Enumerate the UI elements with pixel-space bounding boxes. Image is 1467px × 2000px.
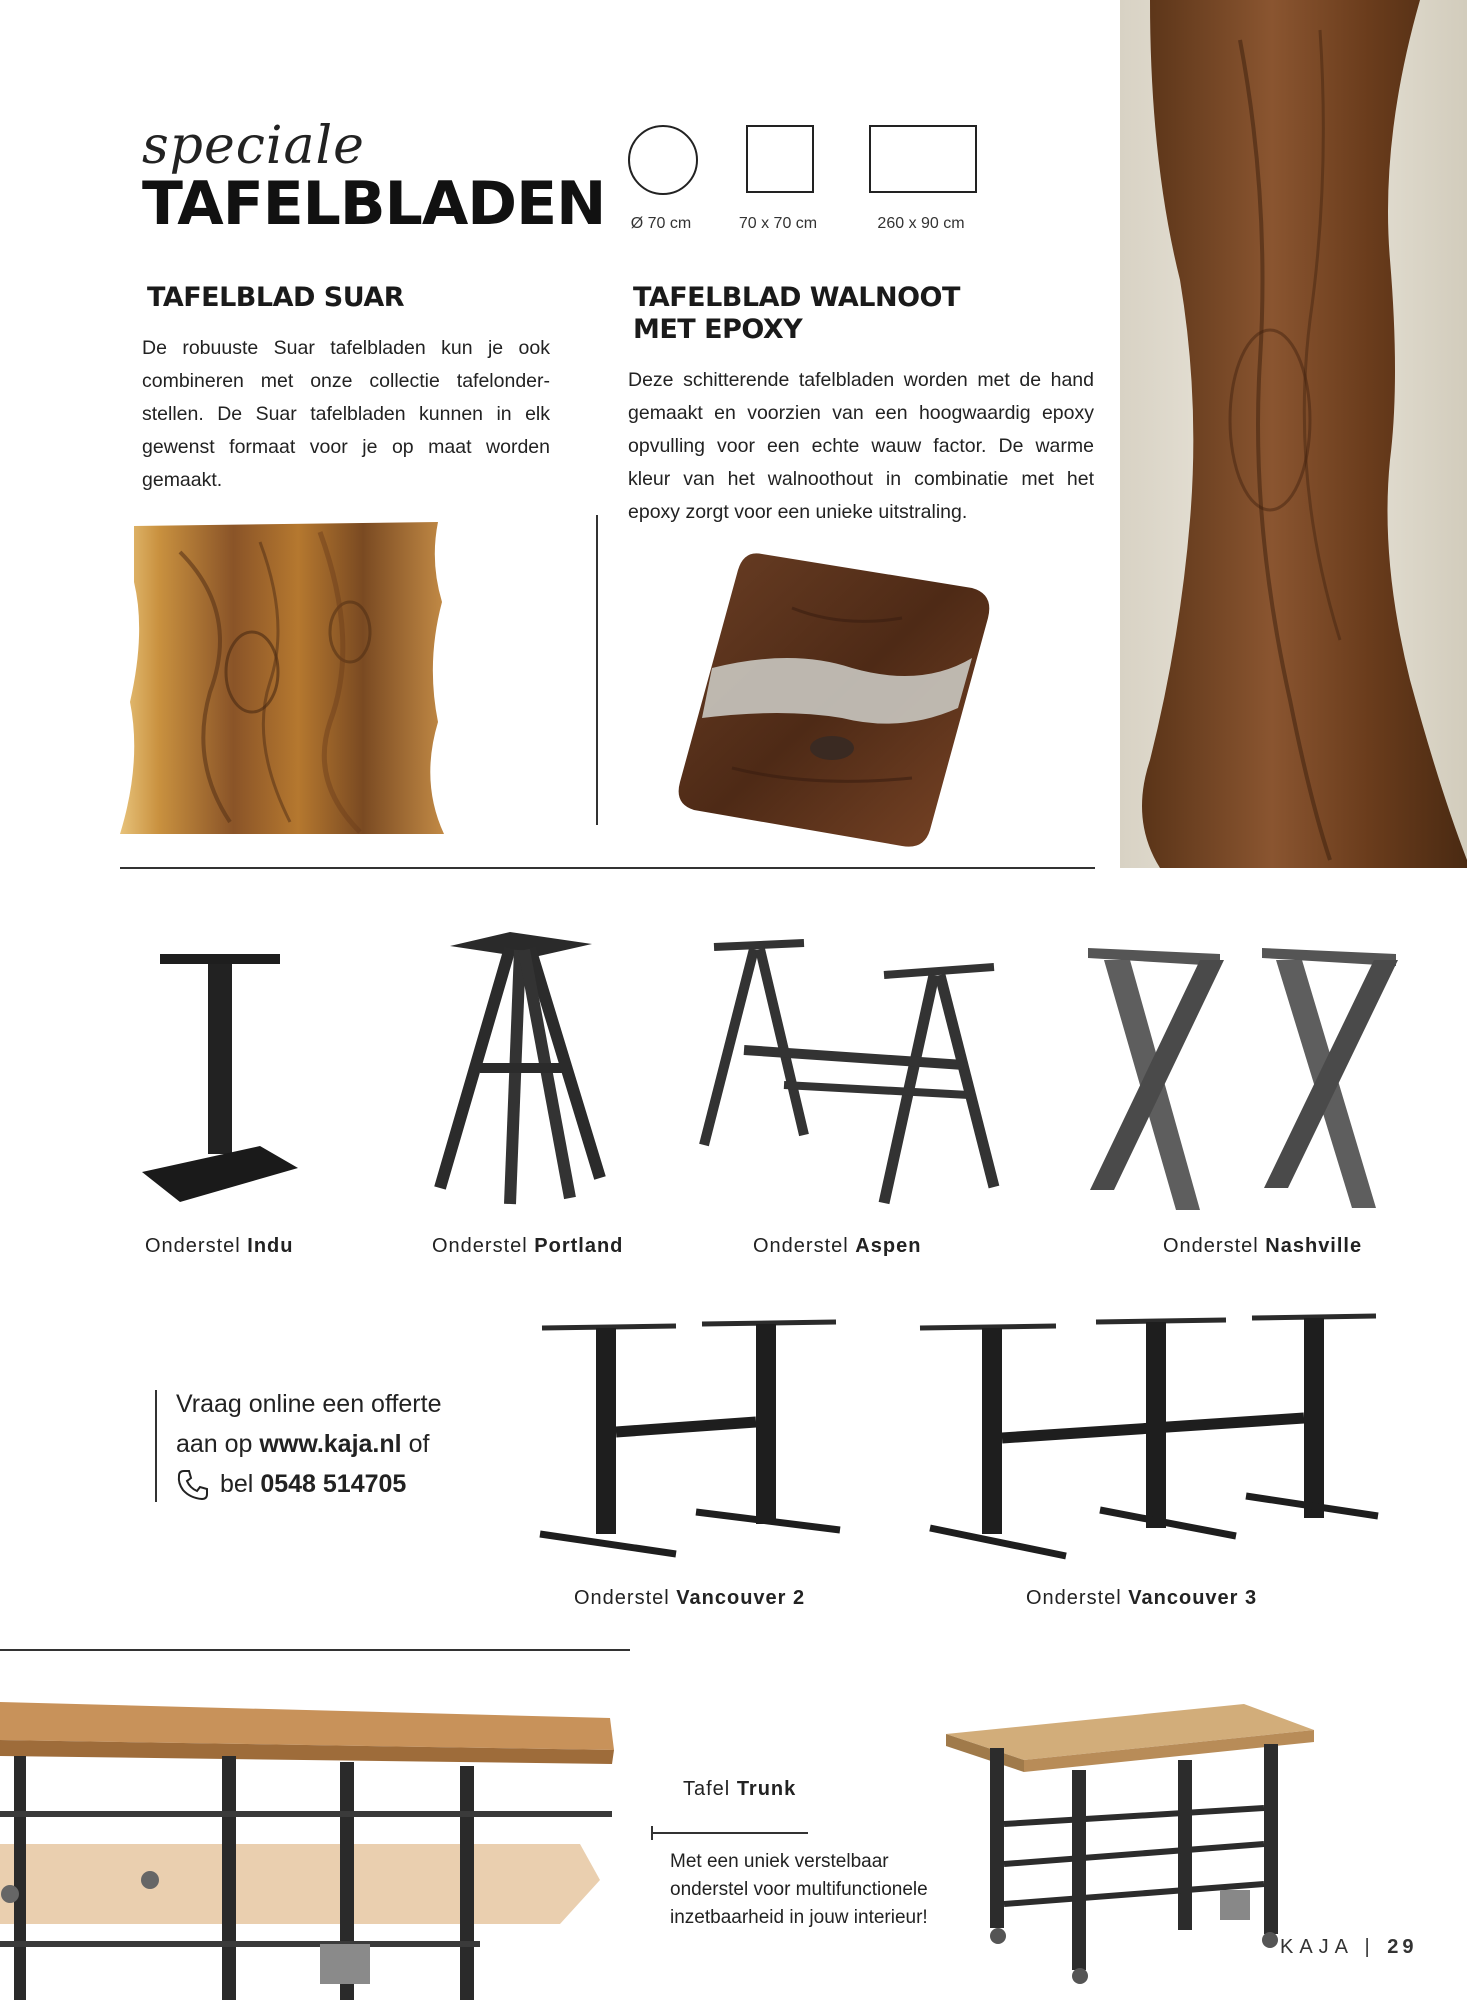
aspen-base-image	[684, 935, 1024, 1215]
aspen-caption: Onderstel Aspen	[753, 1235, 922, 1257]
circle-icon	[628, 125, 698, 195]
title-script: speciale	[142, 116, 365, 176]
nashville-caption: Onderstel Nashville	[1163, 1235, 1363, 1257]
website-link[interactable]: www.kaja.nl	[259, 1430, 402, 1458]
footer-brand: KAJA	[1280, 1936, 1353, 1958]
section-divider-tabletops	[120, 867, 1095, 869]
portland-base-image	[420, 928, 620, 1210]
size-label-square: 70 x 70 cm	[738, 215, 818, 232]
trunk-table-photo-large	[0, 1694, 620, 2000]
contact-accent-bar	[155, 1390, 157, 1502]
rectangle-icon	[869, 125, 977, 193]
footer-separator: |	[1364, 1936, 1376, 1958]
page-footer	[1280, 1936, 1418, 1959]
phone-link[interactable]: 0548 514705	[260, 1470, 407, 1498]
page-title: TAFELBLADEN	[142, 169, 606, 239]
suar-tabletop-image	[120, 522, 452, 838]
contact-line3: bel 0548 514705	[176, 1464, 441, 1504]
vancouver-2-caption: Onderstel Vancouver 2	[574, 1587, 806, 1609]
size-label-round: Ø 70 cm	[630, 215, 692, 232]
square-icon	[746, 125, 814, 193]
page-number: 29	[1387, 1936, 1418, 1958]
contact-block	[176, 1384, 441, 1504]
vancouver-3-caption: Onderstel Vancouver 3	[1026, 1587, 1258, 1609]
section-divider-vertical	[596, 515, 598, 825]
portland-caption: Onderstel Portland	[432, 1235, 624, 1257]
walnoot-heading-line2: MET EPOXY	[633, 314, 803, 346]
trunk-text: Met een uniek verstelbaar onderstel voor multifunctionele inzetbaarheid in jouw interieur!	[670, 1851, 928, 1928]
trunk-accent-line	[650, 1826, 810, 1840]
indu-base-image	[140, 950, 300, 1210]
walnoot-heading	[633, 282, 960, 347]
contact-line2: aan op www.kaja.nl of	[176, 1430, 430, 1458]
trunk-caption: Tafel Trunk	[683, 1778, 797, 1800]
size-label-rect: 260 x 90 cm	[877, 215, 965, 232]
suar-heading: TAFELBLAD SUAR	[147, 282, 405, 313]
section-divider-trunk	[0, 1649, 630, 1651]
walnoot-heading-line1: TAFELBLAD WALNOOT	[633, 282, 960, 313]
vancouver-2-base-image	[536, 1312, 856, 1568]
trunk-table-photo-small	[944, 1704, 1316, 1984]
suar-text: De robuuste Suar tafelbladen kun je ook combineren met onze collectie tafelonder-stellen. De Suar tafelbladen kunnen in elk gewenst formaat voor je op maat worden gemaakt.	[142, 337, 550, 491]
walnoot-text: Deze schitterende tafelbladen worden met de hand gemaakt en voorzien van een hoogwaardig epoxy opvulling voor een echte wauw factor. De warme kleur van het walnoothout in combinatie met het epoxy zorgt voor een unieke uitstraling.	[628, 369, 1094, 523]
contact-line1: Vraag online een offerte	[176, 1390, 442, 1418]
vancouver-3-base-image	[916, 1310, 1382, 1572]
phone-icon	[176, 1468, 210, 1502]
nashville-base-image	[1080, 940, 1400, 1220]
indu-caption: Onderstel Indu	[145, 1235, 294, 1257]
walnoot-epoxy-image	[672, 548, 994, 850]
walnut-slab-photo	[1120, 0, 1467, 868]
